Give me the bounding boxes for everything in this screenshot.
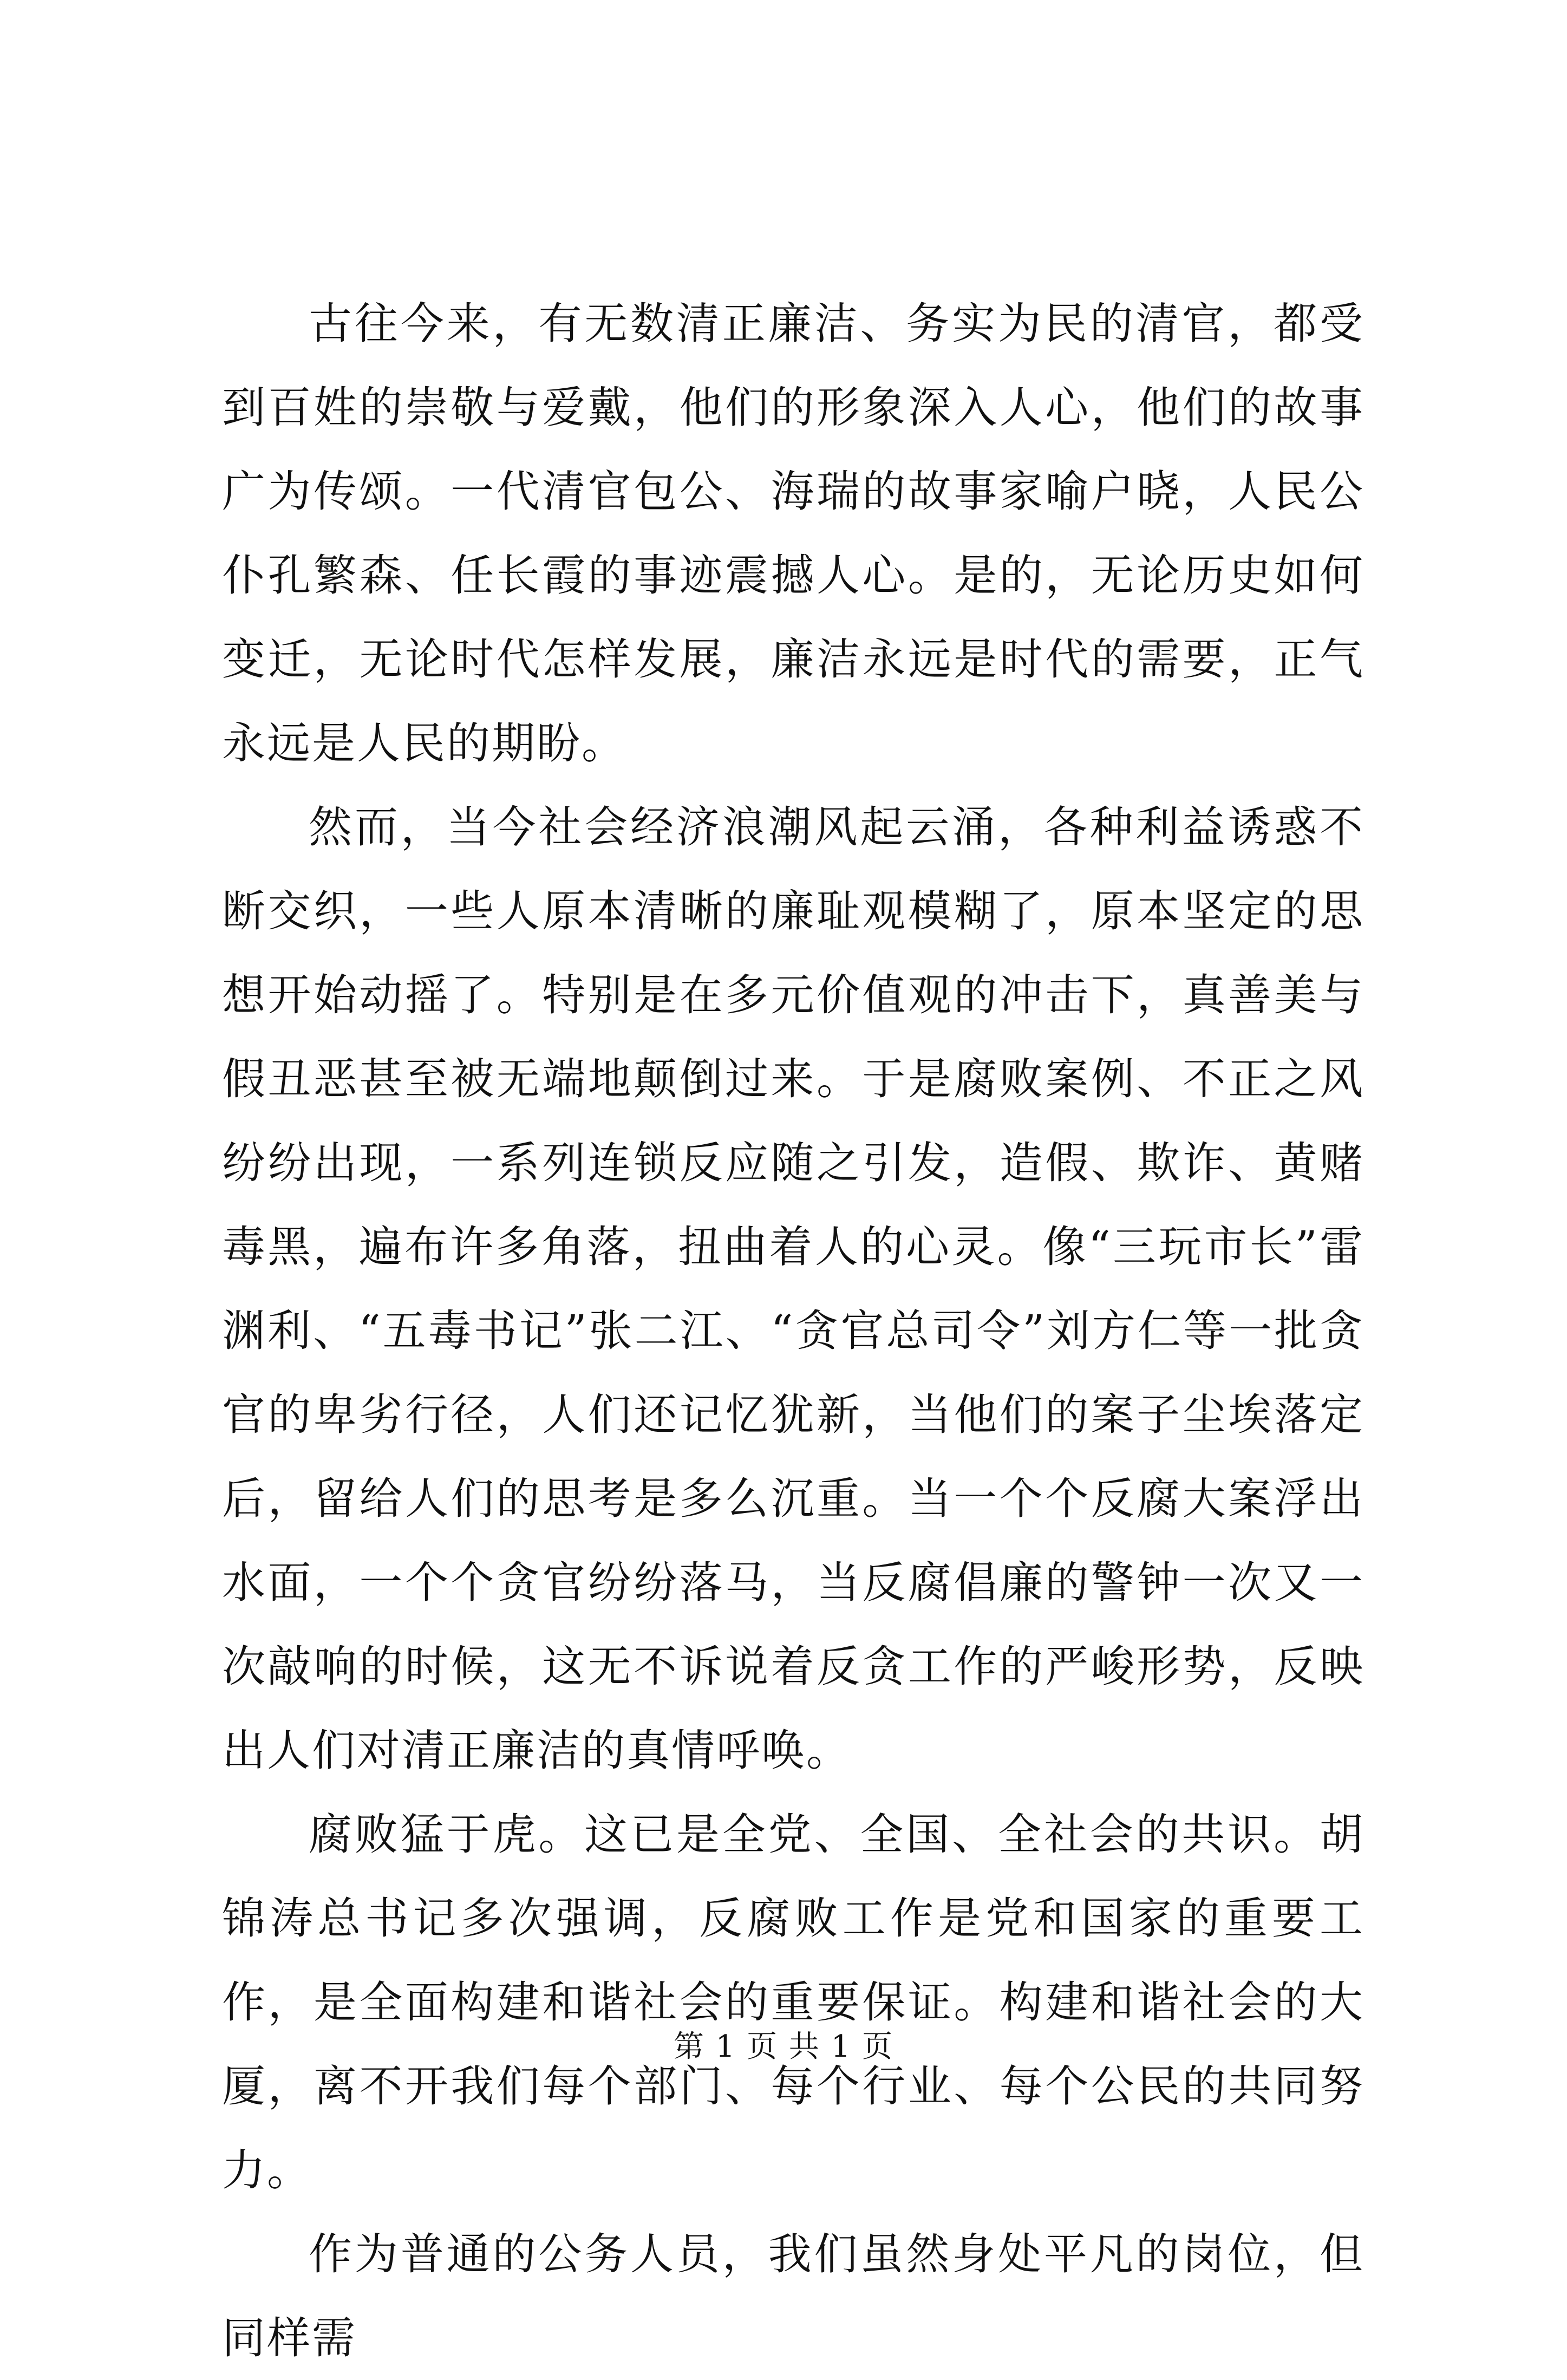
paragraph-2: 然而，当今社会经济浪潮风起云涌，各种利益诱惑不断交织，一些人原本清晰的廉耻观模糊了，原本坚定的思想开始动摇了。特别是在多元价值观的冲击下，真善美与假丑恶甚至被无端地颠倒过来。于是腐败案例、不正之风纷纷出现，一系列连锁反应随之引发，造假、欺诈、黄赌毒黑，遍布许多角落，扭曲着人的心灵。像“三玩市长”雷渊利、“五毒书记”张二江、“贪官总司令”刘方仁等一批贪官的卑劣行径，人们还记忆犹新，当他们的案子尘埃落定后，留给人们的思考是多么沉重。当一个个反腐大案浮出水面，一个个贪官纷纷落马，当反腐倡廉的警钟一次又一次敲响的时候，这无不诉说着反贪工作的严峻形势，反映出人们对清正廉洁的真情呼唤。 (222, 802, 1364, 1776)
paragraph-1: 古往今来，有无数清正廉洁、务实为民的清官，都受到百姓的崇敬与爱戴，他们的形象深入人心，他们的故事广为传颂。一代清官包公、海瑞的故事家喻户晓，人民公仆孔繁森、任长霞的事迹震撼人心。是的，无论历史如何变迁，无论时代怎样发展，廉洁永远是时代的需要，正气永远是人民的期盼。 (222, 298, 1364, 768)
page-footer: 第 1 页 共 1 页 (673, 2029, 894, 2064)
paragraph-4: 作为普通的公务人员，我们虽然身处平凡的岗位，但同样需 (222, 2229, 1364, 2363)
paragraph-3: 腐败猛于虎。这已是全党、全国、全社会的共识。胡锦涛总书记多次强调，反腐败工作是党和国家的重要工作，是全面构建和谐社会的重要保证。构建和谐社会的大厦，离不开我们每个部门、每个行业、每个公民的共同努力。 (222, 1809, 1364, 2195)
